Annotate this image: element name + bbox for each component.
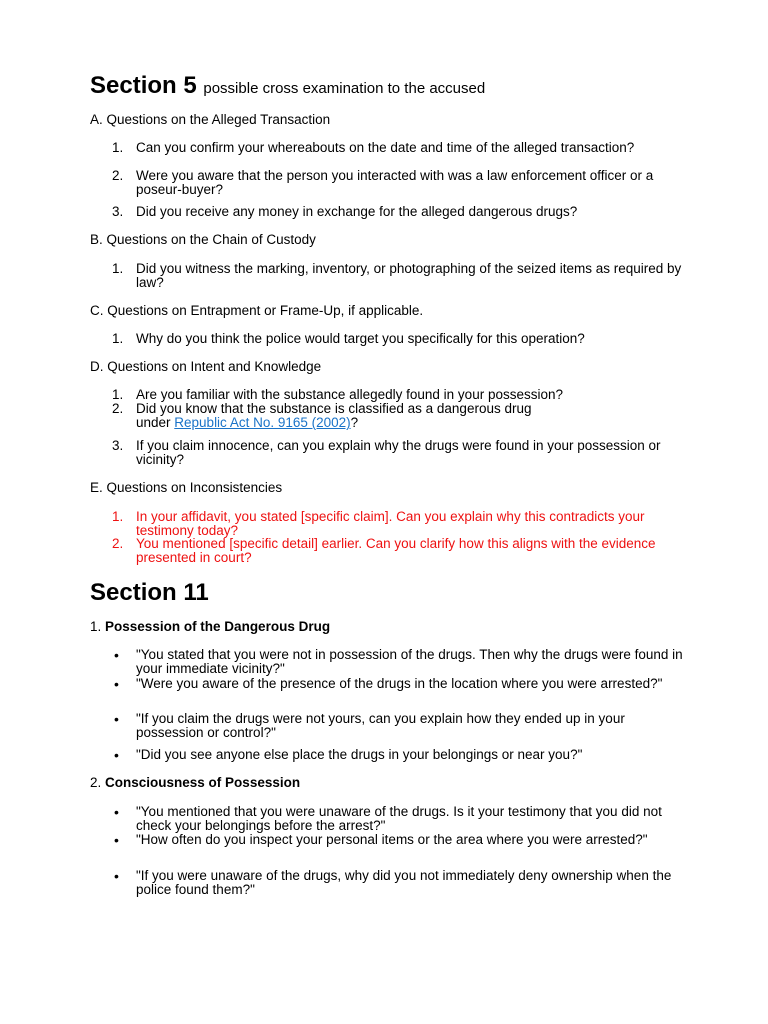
list-item: "How often do you inspect your personal items or the area where you were arrested?" — [136, 832, 648, 847]
group-b-heading: B. Questions on the Chain of Custody — [90, 232, 316, 247]
list-item-text-suffix: ? — [350, 415, 359, 430]
bullet-icon: • — [114, 804, 119, 820]
list-item: Were you aware that the person you interacted with was a law enforcement officer or a poseur-buyer? — [136, 168, 654, 197]
list-item: Did you witness the marking, inventory, or photographing of the seized items as required by law? — [136, 261, 682, 290]
group-c-heading: C. Questions on Entrapment or Frame-Up, if applicable. — [90, 303, 424, 318]
bullet-icon: • — [114, 868, 119, 884]
part-number: 1. — [90, 619, 102, 634]
group-a-heading: A. Questions on the Alleged Transaction — [90, 112, 331, 127]
section-11-heading: Section 11 — [90, 579, 209, 606]
list-item-text: Did you know that the substance is classified as a dangerous drug — [136, 401, 532, 416]
part-1-heading — [90, 620, 330, 634]
list-item: "Were you aware of the presence of the drugs in the location where you were arrested?" — [136, 676, 663, 691]
list-item: Can you confirm your whereabouts on the date and time of the alleged transaction? — [136, 140, 635, 155]
part-number: 2. — [90, 775, 102, 790]
list-number: 1. — [112, 140, 124, 155]
list-number: 3. — [112, 204, 124, 219]
list-number: 1. — [112, 331, 124, 346]
list-number: 1. — [112, 261, 124, 276]
bullet-icon: • — [114, 711, 119, 727]
list-item: "If you were unaware of the drugs, why did you not immediately deny ownership when the police found them?" — [136, 868, 672, 897]
section-5-title: Section 5 — [90, 72, 197, 99]
bullet-icon: • — [114, 747, 119, 763]
part-title: Consciousness of Possession — [105, 775, 301, 790]
list-item: "You mentioned that you were unaware of the drugs. Is it your testimony that you did not check your belongings before the arrest?" — [136, 804, 662, 833]
list-item: Did you receive any money in exchange for the alleged dangerous drugs? — [136, 204, 578, 219]
list-number: 3. — [112, 438, 124, 453]
list-item: "If you claim the drugs were not yours, can you explain how they ended up in your possession or control?" — [136, 711, 625, 740]
section-5-subtitle: possible cross examination to the accused — [203, 80, 486, 97]
list-number: 1. — [112, 387, 124, 402]
bullet-icon: • — [114, 832, 119, 848]
section-5-heading — [90, 73, 485, 102]
list-number: 2. — [112, 536, 124, 551]
group-e-heading: E. Questions on Inconsistencies — [90, 480, 283, 495]
bullet-icon: • — [114, 647, 119, 663]
list-item: Are you familiar with the substance allegedly found in your possession? — [136, 387, 563, 402]
republic-act-link[interactable]: Republic Act No. 9165 (2002) — [174, 415, 351, 430]
list-item-text-prefix: under — [136, 415, 175, 430]
list-item — [136, 402, 696, 430]
list-number: 2. — [112, 401, 124, 416]
bullet-icon: • — [114, 676, 119, 692]
list-number: 1. — [112, 509, 124, 524]
group-d-heading: D. Questions on Intent and Knowledge — [90, 359, 322, 374]
list-item: In your affidavit, you stated [specific claim]. Can you explain why this contradicts your testimony today? — [136, 509, 645, 538]
list-item: Why do you think the police would target you specifically for this operation? — [136, 331, 585, 346]
part-2-heading — [90, 776, 300, 790]
list-item: If you claim innocence, can you explain why the drugs were found in your possession or vicinity? — [136, 438, 661, 467]
part-title: Possession of the Dangerous Drug — [105, 619, 331, 634]
list-item: "You stated that you were not in possession of the drugs. Then why the drugs were found in your immediate vicinity?" — [136, 647, 683, 676]
list-number: 2. — [112, 168, 124, 183]
list-item: You mentioned [specific detail] earlier. Can you clarify how this aligns with the evidence presented in court? — [136, 536, 656, 565]
list-item: "Did you see anyone else place the drugs in your belongings or near you?" — [136, 747, 583, 762]
